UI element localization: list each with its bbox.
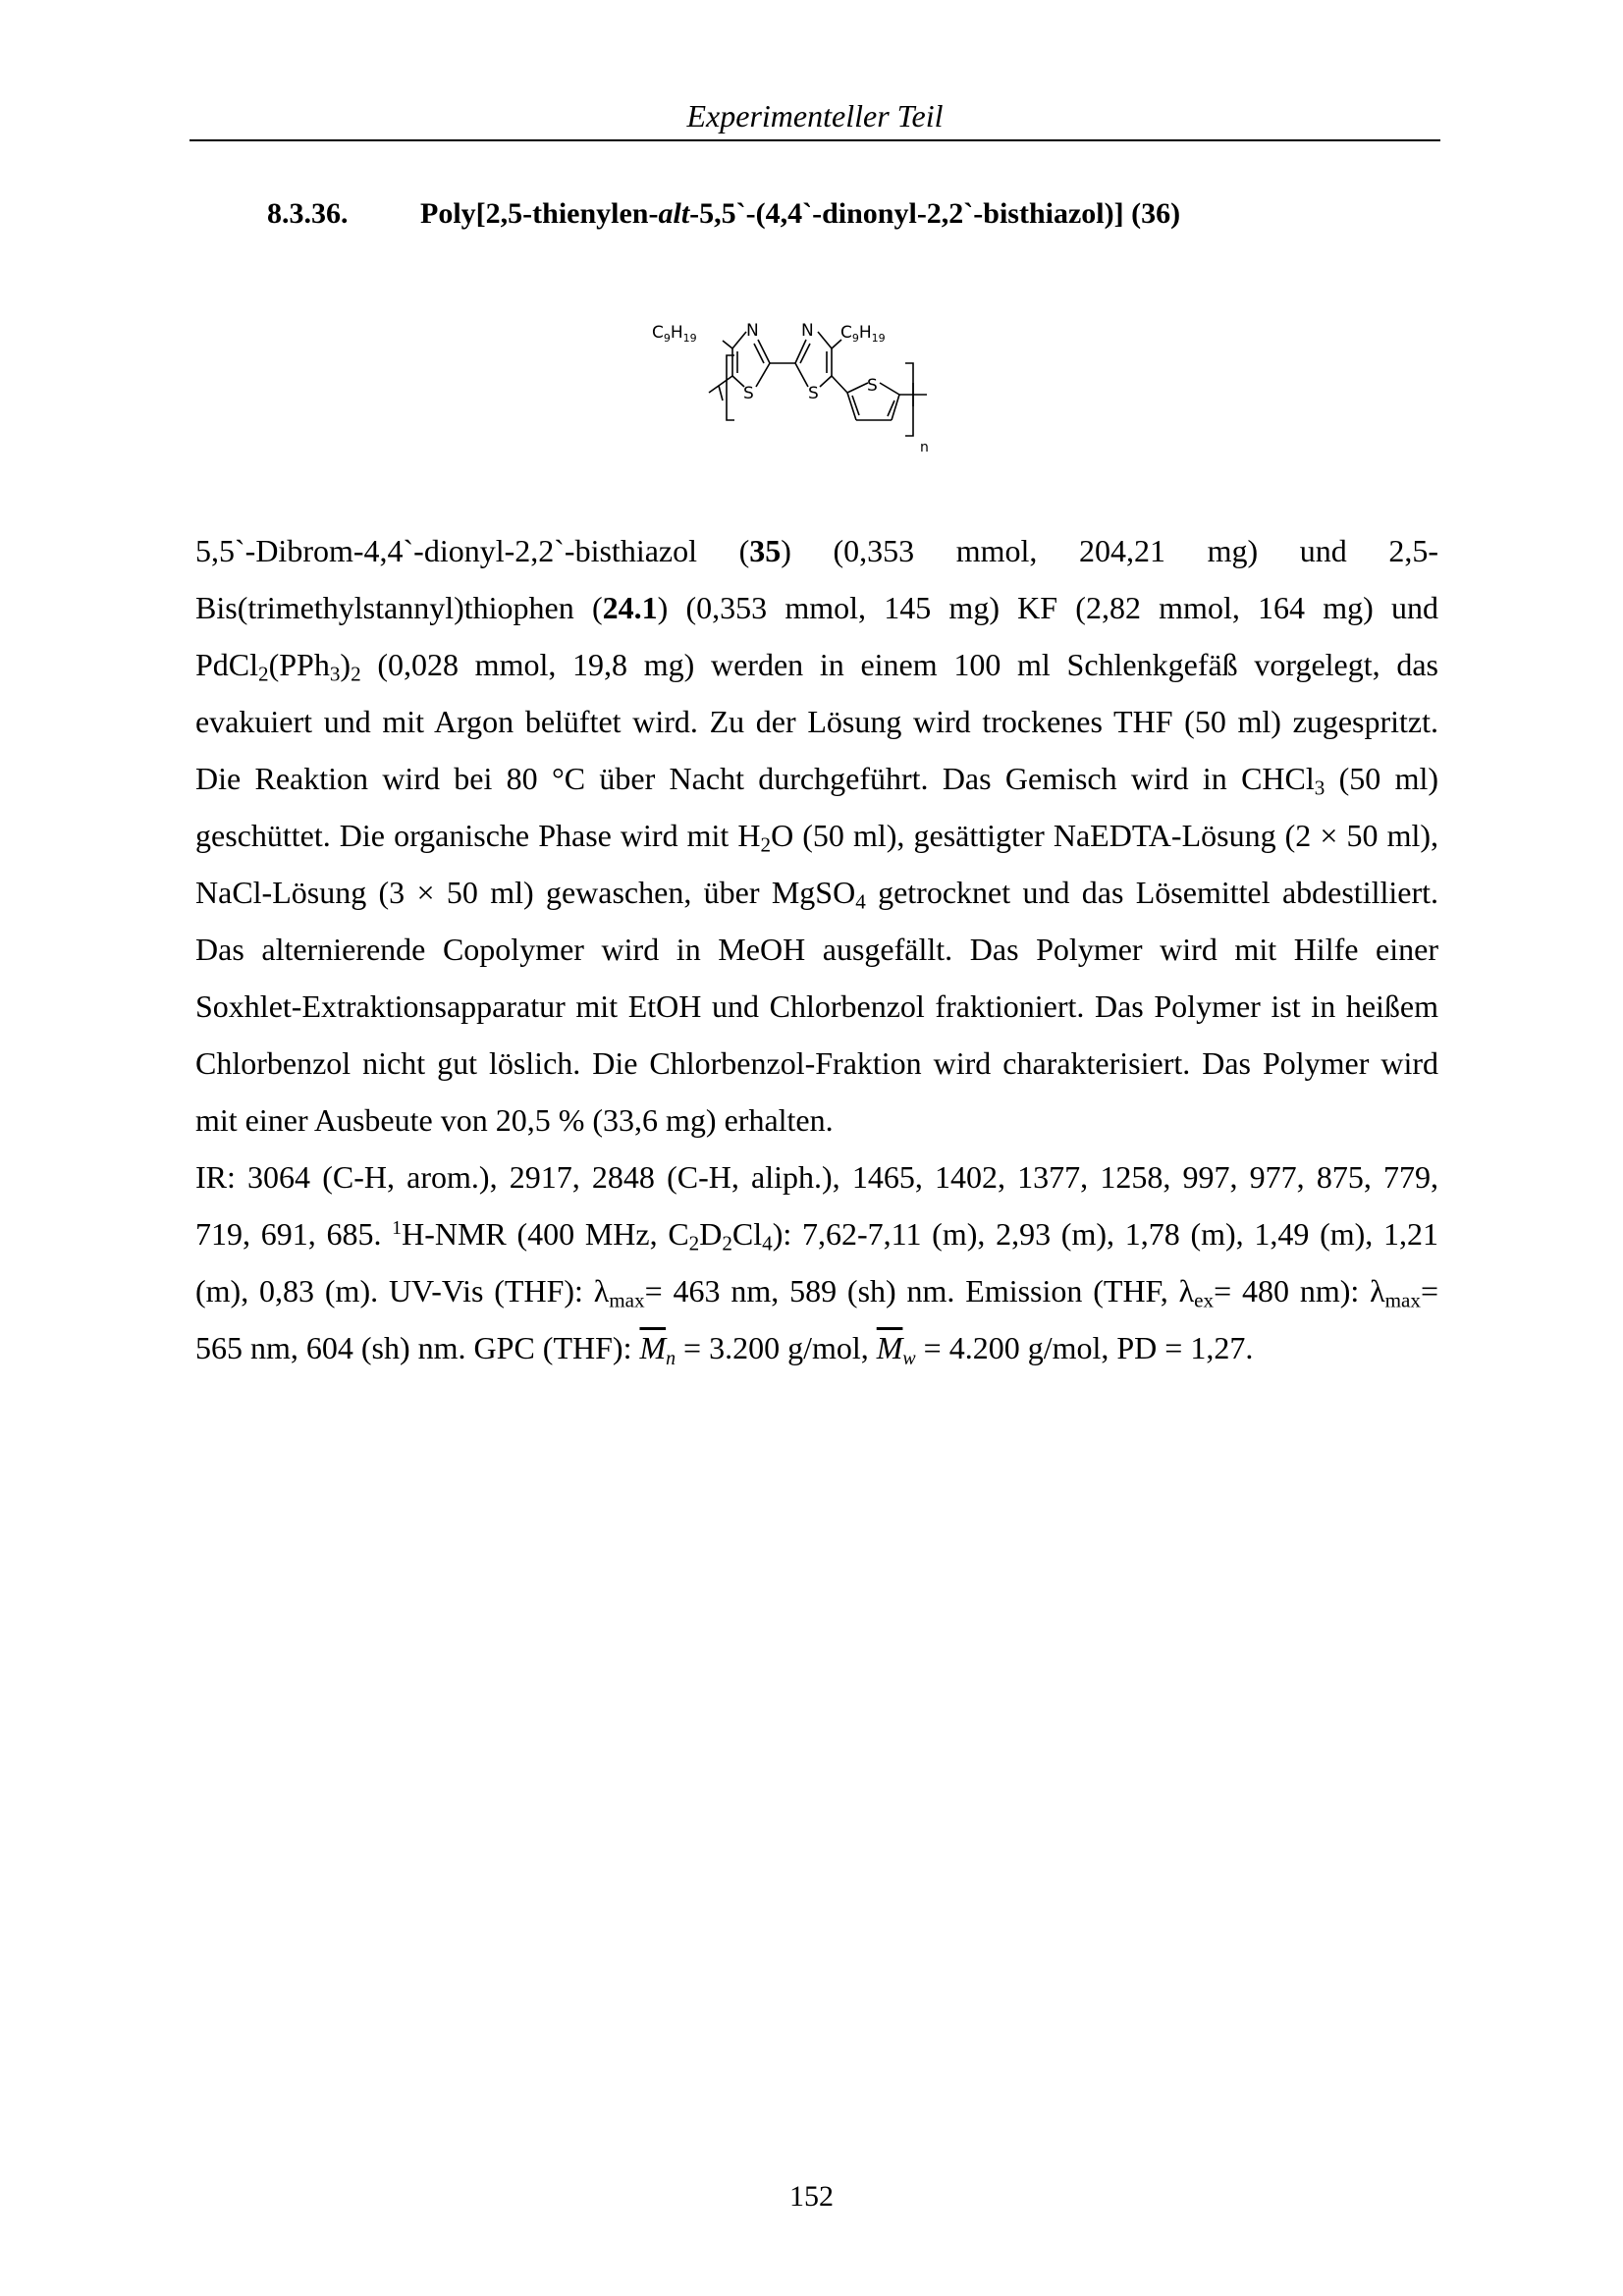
- section-title-post: -5,5`-(4,4`-dinonyl-2,2`-bisthiazol)] (36): [689, 197, 1181, 230]
- repeat-unit-n: n: [920, 440, 929, 455]
- mw-symbol: $\overline{M}$: [876, 1330, 903, 1365]
- characterization-paragraph: IR: 3064 (C-H, arom.), 2917, 2848 (C-H, aliph.), 1465, 1402, 1377, 1258, 997, 977, 875, 779, 719, 691, 685. $^1$H-NMR (400 MHz, $C_2D_2Cl_4$): 7,62-7,11 (m), 2,93 (m), 1,78 (m), 1,49 (m), 1,21 (m), 0,83 (m). UV-Vis (THF): $\lambda_{max}= 463$ nm, 589 (sh) nm. Emission (THF, $\lambda_{ex}= 480$ nm): $\lambda_{max}= 565$ nm, 604 (sh) nm. GPC (THF): $\overline{M}n = 3.200$ g/mol, $\overline{M}w = 4.200$ g/mol, PD = 1,27.: [195, 1159, 1438, 1369]
- atom-s-right: S: [808, 384, 819, 403]
- section-number: 8.3.36.: [267, 197, 349, 230]
- right-nonyl-label: $C_9H_{19}$: [840, 323, 886, 345]
- page-number: 152: [789, 2180, 834, 2213]
- body-text: [195, 522, 1438, 1387]
- section-heading: [267, 194, 1396, 234]
- left-nonyl-label: $C_9H_{19}$: [652, 323, 697, 345]
- atom-n-right: N: [801, 321, 814, 341]
- running-header: Experimenteller Teil: [686, 98, 944, 133]
- atom-s-left: S: [743, 384, 754, 403]
- header-rule: [189, 139, 1440, 141]
- atom-s-thiophene: S: [867, 376, 878, 396]
- section-title-pre: Poly[2,5-thienylen-: [420, 197, 659, 230]
- procedure-paragraph: 5,5`-Dibrom-4,4`-dionyl-2,2`-bisthiazol (35) (0,353 mmol, 204,21 mg) und 2,5-Bis(trimethylstannyl)thiophen (24.1) (0,353 mmol, 145 mg) KF (2,82 mmol, 164 mg) und $PdCl_2(PPh_3)_2$ (0,028 mmol, 19,8 mg) werden in einem 100 ml Schlenkgefäß vorgelegt, das evakuiert und mit Argon belüftet wird. Zu der Lösung wird trockenes THF (50 ml) zugespritzt. Die Reaktion wird bei 80 °C über Nacht durchgeführt. Das Gemisch wird in CHCl$_3$ (50 ml) geschüttet. Die organische Phase wird mit $H_2O$ (50 ml), gesättigter NaEDTA-Lösung (2 × 50 ml), NaCl-Lösung (3 × 50 ml) gewaschen, über MgSO$_4$ getrocknet und das Lösemittel abdestilliert. Das alternierende Copolymer wird in MeOH ausgefällt. Das Polymer wird mit Hilfe einer Soxhlet-Extraktionsapparatur mit EtOH und Chlorbenzol fraktioniert. Das Polymer ist in heißem Chlorbenzol nicht gut löslich. Die Chlorbenzol-Fraktion wird charakterisiert. Das Polymer wird mit einer Ausbeute von 20,5 % (33,6 mg) erhalten.: [195, 533, 1439, 1138]
- polymer-structure: [648, 304, 972, 461]
- mn-symbol: $\overline{M}$: [639, 1330, 667, 1365]
- section-title-alt: alt: [658, 197, 690, 230]
- atom-n-left: N: [746, 321, 759, 341]
